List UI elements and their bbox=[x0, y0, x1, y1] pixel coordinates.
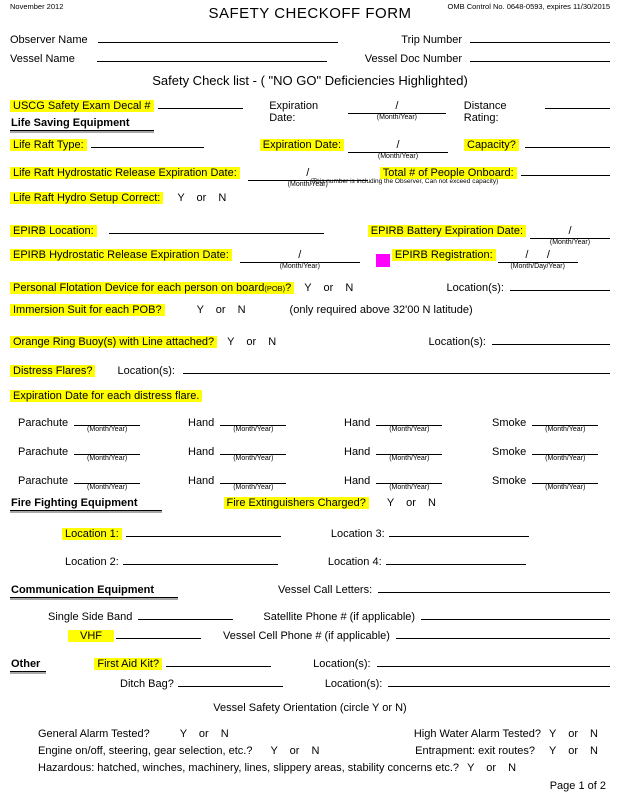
flare-date-field bbox=[532, 413, 598, 434]
flare-cell bbox=[188, 442, 344, 463]
fire-locations-row-2 bbox=[10, 552, 610, 568]
flare-month-year-caption: (Month/Year) bbox=[389, 455, 430, 462]
ring-buoy-label: Orange Ring Buoy(s) with Line attached? bbox=[10, 336, 217, 348]
capacity-label: Capacity? bbox=[464, 139, 519, 151]
epirb-hydrostatic-label: EPIRB Hydrostatic Release Expiration Date: bbox=[10, 249, 232, 261]
cell-phone-label: Vessel Cell Phone # (if applicable) bbox=[223, 630, 390, 642]
flare-expiration-header-row bbox=[10, 390, 610, 402]
checklist-subtitle: Safety Check list - ( "NO GO" Deficiencies Highlighted) bbox=[152, 73, 468, 88]
first-aid-label: First Aid Kit? bbox=[94, 658, 162, 670]
flare-cell bbox=[492, 413, 610, 434]
flare-date-field bbox=[74, 442, 140, 463]
vhf-input[interactable] bbox=[116, 626, 201, 639]
orientation-row-1 bbox=[10, 728, 610, 740]
call-letters-input[interactable] bbox=[378, 580, 610, 593]
subtitle-row bbox=[10, 73, 610, 88]
fire-section-row bbox=[10, 497, 610, 511]
flare-month-year-caption: (Month/Year) bbox=[87, 426, 128, 433]
orientation-title: Vessel Safety Orientation (circle Y or N) bbox=[213, 702, 407, 714]
form-title: SAFETY CHECKOFF FORM bbox=[208, 5, 412, 22]
flare-date-field bbox=[220, 471, 286, 492]
flare-cells bbox=[10, 442, 610, 463]
vhf-row bbox=[10, 626, 610, 642]
decal-month-year-caption: (Month/Year) bbox=[376, 114, 417, 121]
flare-cell bbox=[10, 442, 188, 463]
vessel-name-label: Vessel Name bbox=[10, 53, 75, 65]
flare-expiration-input[interactable] bbox=[74, 413, 140, 426]
title-row bbox=[10, 5, 610, 22]
page-number: Page 1 of 2 bbox=[549, 780, 606, 792]
hydro-setup-row bbox=[10, 192, 610, 204]
ring-buoy-locations-input[interactable] bbox=[492, 332, 610, 345]
high-water-yn-choice[interactable]: Y or N bbox=[549, 728, 598, 740]
general-alarm-yn-choice[interactable]: Y or N bbox=[179, 728, 229, 740]
raft-month-year-caption: (Month/Year) bbox=[377, 153, 419, 160]
fire-location4-label: Location 4: bbox=[327, 556, 382, 568]
entrapment-yn-choice[interactable]: Y or N bbox=[549, 745, 598, 757]
pfd-locations-input[interactable] bbox=[510, 278, 610, 291]
flare-type-label: Smoke bbox=[492, 446, 527, 458]
general-alarm-label: General Alarm Tested? bbox=[38, 728, 150, 740]
flare-row-3 bbox=[10, 471, 610, 492]
fire-location1-input[interactable] bbox=[126, 524, 281, 537]
uscg-decal-label: USCG Safety Exam Decal # bbox=[10, 100, 154, 112]
uscg-decal-input[interactable] bbox=[158, 96, 244, 109]
flare-cell bbox=[188, 471, 344, 492]
ditch-bag-row bbox=[10, 674, 610, 690]
flare-month-year-caption: (Month/Year) bbox=[389, 484, 430, 491]
ditch-bag-locations-input[interactable] bbox=[388, 674, 610, 687]
pfd-locations-label: Location(s): bbox=[446, 282, 504, 294]
flare-type-label: Hand bbox=[344, 475, 371, 487]
flare-type-label: Hand bbox=[188, 475, 215, 487]
fire-location2-input[interactable] bbox=[123, 552, 278, 565]
raft-hydrostatic-label: Life Raft Hydrostatic Release Expiration Date: bbox=[10, 167, 240, 179]
flare-cell bbox=[10, 471, 188, 492]
high-water-label: High Water Alarm Tested? bbox=[413, 728, 542, 740]
hazardous-yn-choice[interactable]: Y or N bbox=[467, 762, 517, 774]
distress-flares-label: Distress Flares? bbox=[10, 365, 95, 377]
flare-expiration-input[interactable] bbox=[74, 442, 140, 455]
fire-locations-row-1 bbox=[10, 524, 610, 540]
flare-cell bbox=[344, 442, 492, 463]
immersion-note: (only required above 32'00 N latitude) bbox=[289, 304, 473, 316]
communication-section-title: Communication Equipment bbox=[10, 584, 178, 598]
flare-expiration-input[interactable] bbox=[376, 442, 442, 455]
flare-row-1 bbox=[10, 413, 610, 434]
orientation-title-row bbox=[10, 702, 610, 714]
pfd-yn-choice[interactable]: Y or N bbox=[304, 282, 354, 294]
capacity-input[interactable] bbox=[525, 135, 610, 148]
life-raft-type-row bbox=[10, 135, 610, 161]
flare-month-year-caption: (Month/Year) bbox=[389, 426, 430, 433]
flare-expiration-input[interactable] bbox=[376, 471, 442, 484]
ditch-bag-label: Ditch Bag? bbox=[120, 678, 174, 690]
flare-date-field bbox=[376, 413, 442, 434]
form-date-note: November 2012 bbox=[10, 2, 64, 11]
first-aid-locations-input[interactable] bbox=[377, 654, 610, 667]
pfd-label bbox=[10, 282, 294, 294]
flare-cell bbox=[492, 471, 610, 492]
flare-date-field bbox=[532, 471, 598, 492]
flare-date-field bbox=[376, 471, 442, 492]
total-pob-label: Total # of People Onboard: bbox=[380, 167, 517, 179]
flare-type-label: Hand bbox=[344, 417, 371, 429]
flare-date-field bbox=[532, 442, 598, 463]
flare-type-label: Smoke bbox=[492, 417, 527, 429]
flare-type-label: Hand bbox=[188, 417, 215, 429]
flare-month-year-caption: (Month/Year) bbox=[545, 484, 586, 491]
orientation-row-2 bbox=[10, 745, 610, 757]
flare-cell bbox=[188, 413, 344, 434]
flare-row-2 bbox=[10, 442, 610, 463]
engine-label: Engine on/off, steering, gear selection, etc.? bbox=[38, 745, 253, 757]
flare-expiration-input[interactable] bbox=[74, 471, 140, 484]
flare-month-year-caption: (Month/Year) bbox=[233, 484, 274, 491]
epirb-registration-caption: (Month/Day/Year) bbox=[510, 263, 565, 270]
ring-buoy-row bbox=[10, 332, 610, 348]
flare-date-field bbox=[74, 413, 140, 434]
satellite-phone-input[interactable] bbox=[421, 607, 610, 620]
flare-cells bbox=[10, 471, 610, 492]
entrapment-label: Entrapment: exit routes? bbox=[415, 745, 536, 757]
epirb-battery-input[interactable]: / bbox=[530, 225, 610, 239]
flare-expiration-input[interactable] bbox=[376, 413, 442, 426]
epirb-location-label: EPIRB Location: bbox=[10, 225, 97, 237]
vessel-row bbox=[10, 49, 610, 65]
flare-type-label: Hand bbox=[188, 446, 215, 458]
flare-month-year-caption: (Month/Year) bbox=[233, 426, 274, 433]
immersion-yn-choice[interactable]: Y or N bbox=[196, 304, 246, 316]
flares-locations-label: Location(s): bbox=[117, 365, 175, 377]
raft-expiration-field bbox=[348, 139, 448, 161]
flare-month-year-caption: (Month/Year) bbox=[87, 484, 128, 491]
vessel-name-input[interactable] bbox=[97, 49, 327, 62]
ditch-bag-locations-label: Location(s): bbox=[324, 678, 383, 690]
first-aid-input[interactable] bbox=[166, 654, 271, 667]
pfd-question-mark: ? bbox=[285, 282, 292, 294]
flare-type-label: Hand bbox=[344, 446, 371, 458]
raft-expiration-input[interactable]: / bbox=[348, 139, 448, 153]
flare-month-year-caption: (Month/Year) bbox=[545, 426, 586, 433]
ditch-bag-input[interactable] bbox=[178, 674, 283, 687]
first-aid-locations-label: Location(s): bbox=[313, 658, 371, 670]
flare-type-label: Smoke bbox=[492, 475, 527, 487]
pob-note: (This number is including the Observer, Can not exceed capacity) bbox=[310, 178, 499, 185]
flare-cell bbox=[344, 413, 492, 434]
hydro-setup-yn-choice[interactable]: Y or N bbox=[177, 192, 227, 204]
observer-trip-row bbox=[10, 30, 610, 46]
ssb-label: Single Side Band bbox=[48, 611, 133, 623]
epirb-battery-field bbox=[530, 225, 610, 247]
fire-location3-label: Location 3: bbox=[330, 528, 385, 540]
page-number-row bbox=[10, 780, 610, 792]
flare-month-year-caption: (Month/Year) bbox=[545, 455, 586, 462]
trip-number-input[interactable] bbox=[470, 30, 610, 43]
hazardous-label: Hazardous: hatched, winches, machinery, lines, slippery areas, stability concerns etc.? bbox=[38, 762, 460, 774]
flare-expiration-input[interactable] bbox=[220, 413, 286, 426]
flare-type-label: Parachute bbox=[18, 475, 69, 487]
epirb-hydrostatic-month-year-caption: (Month/Year) bbox=[279, 263, 320, 270]
life-raft-type-input[interactable] bbox=[91, 135, 204, 148]
other-section-row bbox=[10, 654, 610, 672]
immersion-row bbox=[10, 304, 610, 316]
flare-cell bbox=[10, 413, 188, 434]
fire-location1-label: Location 1: bbox=[62, 528, 122, 540]
raft-hydrostatic-row bbox=[10, 163, 610, 189]
ring-buoy-yn-choice[interactable]: Y or N bbox=[227, 336, 277, 348]
observer-name-input[interactable] bbox=[98, 30, 338, 43]
flare-expiration-input[interactable] bbox=[220, 442, 286, 455]
flare-date-field bbox=[220, 413, 286, 434]
flares-locations-input[interactable] bbox=[183, 361, 610, 374]
life-saving-section-title: Life Saving Equipment bbox=[10, 117, 154, 131]
cell-phone-input[interactable] bbox=[396, 626, 610, 639]
life-saving-section-row bbox=[10, 117, 610, 131]
distress-flares-row bbox=[10, 361, 610, 377]
life-raft-type-label: Life Raft Type: bbox=[10, 139, 87, 151]
distance-rating-input[interactable] bbox=[545, 96, 610, 109]
flare-date-field bbox=[220, 442, 286, 463]
engine-yn-choice[interactable]: Y or N bbox=[270, 745, 320, 757]
flare-expiration-input[interactable] bbox=[220, 471, 286, 484]
flare-date-field bbox=[74, 471, 140, 492]
immersion-label: Immersion Suit for each POB? bbox=[10, 304, 165, 316]
call-letters-label: Vessel Call Letters: bbox=[278, 584, 373, 596]
epirb-registration-label: EPIRB Registration: bbox=[392, 249, 496, 261]
flare-cell bbox=[492, 442, 610, 463]
flare-type-label: Parachute bbox=[18, 446, 69, 458]
flare-date-field bbox=[376, 442, 442, 463]
raft-expiration-label: Expiration Date: bbox=[260, 139, 344, 151]
epirb-battery-label: EPIRB Battery Expiration Date: bbox=[368, 225, 526, 237]
epirb-registration-input[interactable]: / / bbox=[498, 249, 578, 263]
epirb-battery-month-year-caption: (Month/Year) bbox=[549, 239, 591, 246]
epirb-hydrostatic-input[interactable]: / bbox=[240, 249, 360, 263]
omb-control-note: OMB Control No. 0648-0593, expires 11/30/2015 bbox=[447, 2, 610, 11]
ssb-input[interactable] bbox=[138, 607, 233, 620]
orientation-row-3 bbox=[10, 762, 610, 774]
epirb-registration-field bbox=[498, 249, 578, 271]
vhf-label: VHF bbox=[68, 630, 114, 642]
satellite-phone-label: Satellite Phone # (if applicable) bbox=[263, 611, 416, 623]
other-section-title: Other bbox=[10, 658, 46, 672]
epirb-location-input[interactable] bbox=[109, 221, 324, 234]
flare-cell bbox=[344, 471, 492, 492]
fire-location2-label: Location 2: bbox=[65, 556, 119, 568]
hydrostatic-month-year-caption: (Month/Year) bbox=[287, 181, 328, 188]
ssb-row bbox=[10, 607, 610, 623]
hydro-setup-label: Life Raft Hydro Setup Correct: bbox=[10, 192, 163, 204]
flare-expiration-input[interactable] bbox=[532, 471, 598, 484]
vessel-doc-input[interactable] bbox=[470, 49, 610, 62]
fire-location4-input[interactable] bbox=[386, 552, 526, 565]
pfd-label-text: Personal Flotation Device for each person on board bbox=[13, 282, 265, 294]
epirb-location-row bbox=[10, 221, 610, 247]
flare-expiration-input[interactable] bbox=[532, 413, 598, 426]
communication-section-row bbox=[10, 580, 610, 598]
trip-number-label: Trip Number bbox=[401, 34, 462, 46]
raft-hydrostatic-input[interactable]: / bbox=[248, 167, 368, 181]
decal-expiration-label: Expiration Date: bbox=[269, 100, 319, 124]
epirb-hydrostatic-row bbox=[10, 249, 610, 271]
flare-expiration-header: Expiration Date for each distress flare. bbox=[10, 390, 202, 402]
fire-section-title: Fire Fighting Equipment bbox=[10, 497, 162, 511]
flare-cells bbox=[10, 413, 610, 434]
flare-month-year-caption: (Month/Year) bbox=[233, 455, 274, 462]
pfd-pob-abbr: (POB) bbox=[264, 284, 286, 293]
vessel-doc-label: Vessel Doc Number bbox=[364, 53, 462, 65]
distance-rating-label: Distance Rating: bbox=[463, 100, 507, 124]
flare-expiration-input[interactable] bbox=[532, 442, 598, 455]
flare-type-label: Parachute bbox=[18, 417, 69, 429]
fire-location3-input[interactable] bbox=[389, 524, 529, 537]
ring-buoy-locations-label: Location(s): bbox=[428, 336, 486, 348]
decal-expiration-input[interactable]: / bbox=[348, 100, 446, 114]
extinguishers-yn-choice[interactable]: Y or N bbox=[386, 497, 436, 509]
observer-name-label: Observer Name bbox=[10, 34, 88, 46]
total-pob-input[interactable] bbox=[521, 163, 610, 176]
pfd-row bbox=[10, 278, 610, 294]
epirb-hydrostatic-field bbox=[240, 249, 360, 271]
magenta-flag-marker bbox=[376, 254, 390, 267]
flare-month-year-caption: (Month/Year) bbox=[87, 455, 128, 462]
extinguishers-charged-label: Fire Extinguishers Charged? bbox=[224, 497, 369, 509]
